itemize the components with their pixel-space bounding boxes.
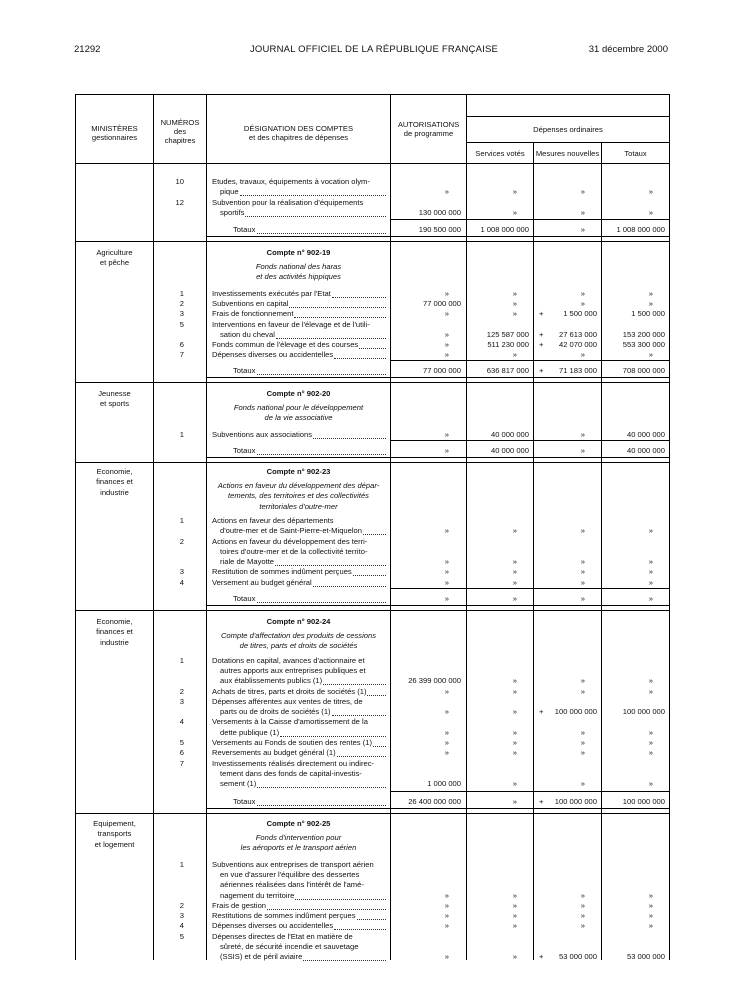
amount-ap: 1 000 000 [427, 779, 461, 789]
section-rule [75, 813, 669, 814]
amount-tot: 40 000 000 [626, 429, 665, 439]
chapter-number: 2 [179, 298, 184, 308]
nil-mark: » [648, 594, 653, 603]
plus-sign: + [539, 707, 544, 717]
compte-intitule: Actions en faveur du développement des dépar- tements, des territoires et des collectivités territoriales d'outre-mer [217, 481, 380, 511]
chapter-number: 5 [179, 931, 184, 941]
nil-mark: » [648, 900, 653, 910]
nil-mark: » [444, 557, 449, 567]
total-tot: 708 000 000 [622, 366, 665, 375]
account-label: toires d'outre-mer et de la collectivité territo- [220, 546, 368, 556]
amount-tot: 153 200 000 [622, 329, 665, 339]
nil-mark: » [648, 738, 653, 747]
leader-dots [367, 695, 386, 696]
nil-mark: » [580, 429, 585, 439]
nil-mark: » [512, 577, 517, 587]
account-label: Frais de fonctionnement [212, 309, 294, 319]
totaux-label: Totaux [233, 366, 256, 375]
total-sv: 1 008 000 000 [480, 225, 529, 234]
nil-mark: » [444, 567, 449, 577]
nil-mark: » [648, 567, 653, 577]
nil-mark: » [580, 350, 585, 360]
leader-dots [245, 216, 386, 217]
account-label: aériennes réalisées dans l'intérêt de l'amé- [220, 880, 364, 890]
chapter-number: 5 [179, 319, 184, 329]
leader-dots [280, 736, 386, 737]
nil-mark: » [512, 921, 517, 931]
nil-mark: » [444, 727, 449, 737]
chapter-number: 2 [179, 686, 184, 696]
column-header-designation: DÉSIGNATION DES COMPTES et des chapitres de dépenses [243, 124, 354, 142]
nil-mark: » [444, 921, 449, 931]
nil-mark: » [580, 594, 585, 603]
nil-mark: » [648, 921, 653, 931]
nil-mark: » [444, 748, 449, 758]
chapter-number: 7 [179, 350, 184, 360]
nil-mark: » [648, 187, 653, 197]
compte-number: Compte n° 902-23 [266, 467, 331, 476]
amount-ap: 77 000 000 [422, 298, 461, 308]
amount-mn: 100 000 000 [554, 707, 597, 717]
account-label: Dépenses diverses ou accidentelles [212, 921, 334, 931]
ministere-gestionnaire: Agriculture et pêche [96, 248, 133, 268]
chapter-number: 4 [179, 717, 184, 727]
nil-mark: » [648, 748, 653, 758]
nil-mark: » [648, 557, 653, 567]
nil-mark: » [444, 577, 449, 587]
column-header-autorisations: AUTORISATIONS de programme [397, 120, 460, 138]
journal-title: JOURNAL OFFICIEL DE LA RÉPUBLIQUE FRANÇAISE [249, 44, 499, 55]
account-label: Investissements exécutés par l'Etat [212, 288, 331, 298]
nil-mark: » [580, 921, 585, 931]
column-divider [601, 142, 602, 960]
nil-mark: » [580, 526, 585, 536]
account-label: Reversements au budget général (1) [212, 748, 336, 758]
column-divider [153, 94, 154, 960]
column-divider [533, 142, 534, 960]
nil-mark: » [444, 707, 449, 717]
account-label: autres apports aux entreprises publiques et [220, 665, 366, 675]
ministere-gestionnaire: Equipement, transports et logement [93, 819, 136, 849]
leader-dots [257, 805, 386, 806]
chapter-number: 2 [179, 900, 184, 910]
page-number: 21292 [74, 44, 101, 55]
section-rule [75, 610, 669, 611]
totaux-label: Totaux [233, 594, 256, 603]
column-divider [206, 94, 207, 960]
nil-mark: » [444, 446, 449, 455]
leader-dots [295, 899, 386, 900]
total-ap: 190 500 000 [418, 225, 461, 234]
compte-intitule: Fonds d'intervention pour les aéroports et le transport aérien [240, 833, 357, 853]
nil-mark: » [444, 738, 449, 747]
header-bottom-rule [75, 163, 669, 164]
account-label: Subventions aux entreprises de transport aérien [212, 859, 374, 869]
totals-rule-top [391, 588, 669, 589]
chapter-number: 1 [179, 859, 184, 869]
nil-mark: » [512, 594, 517, 603]
compte-number: Compte n° 902-24 [266, 617, 331, 626]
leader-dots [323, 684, 386, 685]
leader-dots [267, 909, 386, 910]
chapter-number: 6 [179, 340, 184, 350]
total-tot: 1 008 000 000 [616, 225, 665, 234]
nil-mark: » [648, 526, 653, 536]
section-rule [75, 241, 669, 242]
totals-rule-bottom [206, 457, 391, 458]
leader-dots [294, 317, 386, 318]
nil-mark: » [648, 577, 653, 587]
nil-mark: » [580, 900, 585, 910]
account-label: d'outre-mer et de Saint-Pierre-et-Miquelon [220, 526, 362, 536]
account-label: Dépenses directes de l'Etat en matière de [212, 931, 353, 941]
nil-mark: » [444, 686, 449, 696]
amount-tot: 1 500 000 [631, 309, 665, 319]
nil-mark: » [444, 340, 449, 350]
leader-dots [373, 746, 386, 747]
chapter-number: 3 [179, 696, 184, 706]
account-label: Fonds commun de l'élevage et des courses [212, 340, 359, 350]
nil-mark: » [648, 676, 653, 686]
chapter-number: 3 [179, 911, 184, 921]
amount-sv: 125 587 000 [486, 329, 529, 339]
column-header-ministeres: MINISTÈRES gestionnaires [91, 124, 138, 142]
account-label: Interventions en faveur de l'élevage et de l'utili- [212, 319, 370, 329]
leader-dots [303, 960, 386, 961]
nil-mark: » [512, 900, 517, 910]
nil-mark: » [580, 748, 585, 758]
plus-sign: + [539, 952, 544, 962]
account-label: Versements à la Caisse d'amortissement de la [212, 717, 368, 727]
nil-mark: » [580, 738, 585, 747]
nil-mark: » [580, 225, 585, 234]
leader-dots [337, 756, 386, 757]
nil-mark: » [512, 676, 517, 686]
total-ap: 77 000 000 [422, 366, 461, 375]
nil-mark: » [444, 187, 449, 197]
totals-rule-top [391, 360, 669, 361]
leader-dots [334, 929, 386, 930]
chapter-number: 1 [179, 515, 184, 525]
totals-rule-bottom [391, 605, 669, 606]
nil-mark: » [444, 890, 449, 900]
account-label: Dotations en capital, avances d'actionnaire et [212, 655, 365, 665]
nil-mark: » [444, 429, 449, 439]
totaux-label: Totaux [233, 225, 256, 234]
amount-mn: 42 070 000 [558, 340, 597, 350]
nil-mark: » [648, 350, 653, 360]
plus-sign: + [539, 797, 544, 806]
nil-mark: » [580, 208, 585, 218]
total-ap: 26 400 000 000 [408, 797, 461, 806]
nil-mark: » [580, 577, 585, 587]
leader-dots [275, 565, 386, 566]
totals-rule-top [391, 219, 669, 220]
nil-mark: » [648, 911, 653, 921]
nil-mark: » [580, 779, 585, 789]
leader-dots [257, 454, 386, 455]
account-label: Etudes, travaux, équipements à vocation olym- [212, 177, 370, 186]
nil-mark: » [580, 288, 585, 298]
total-tot: 40 000 000 [626, 446, 665, 455]
plus-sign: + [539, 340, 544, 350]
nil-mark: » [648, 288, 653, 298]
total-mn: 100 000 000 [554, 797, 597, 806]
nil-mark: » [512, 748, 517, 758]
account-label: sportifs [220, 208, 245, 218]
amount-sv: 511 230 000 [487, 340, 529, 350]
chapter-number: 1 [179, 655, 184, 665]
nil-mark: » [580, 446, 585, 455]
totals-rule-top [391, 440, 669, 441]
section-rule [75, 462, 669, 463]
account-label: nagement du territoire [220, 890, 295, 900]
chapter-number: 10 [175, 177, 184, 186]
account-label: Subventions en capital [212, 298, 289, 308]
leader-dots [313, 438, 386, 439]
nil-mark: » [580, 557, 585, 567]
amount-tot: 553 300 000 [622, 340, 665, 350]
nil-mark: » [512, 952, 517, 962]
nil-mark: » [512, 911, 517, 921]
nil-mark: » [648, 298, 653, 308]
total-sv: 40 000 000 [490, 446, 529, 455]
ministere-gestionnaire: Economie, finances et industrie [96, 467, 133, 497]
account-label: aux établissements publics (1) [220, 676, 323, 686]
chapter-number: 5 [179, 738, 184, 747]
account-label: Subvention pour la réalisation d'équipements [212, 198, 364, 207]
account-label: tement dans des fonds de capital-investis- [220, 768, 362, 778]
leader-dots [257, 233, 386, 234]
totaux-label: Totaux [233, 446, 256, 455]
chapter-number: 7 [179, 758, 184, 768]
nil-mark: » [512, 298, 517, 308]
totals-rule-bottom [206, 377, 391, 378]
column-header-mesures-nouvelles: Mesures nouvelles [535, 149, 600, 158]
nil-mark: » [512, 738, 517, 747]
leader-dots [359, 348, 386, 349]
nil-mark: » [648, 890, 653, 900]
totals-rule-bottom [206, 236, 391, 237]
nil-mark: » [444, 900, 449, 910]
account-label: Dépenses afférentes aux ventes de titres, de [212, 696, 363, 706]
compte-number: Compte n° 902-20 [266, 389, 331, 398]
nil-mark: » [580, 187, 585, 197]
nil-mark: » [648, 727, 653, 737]
chapter-number: 4 [179, 921, 184, 931]
totals-rule-bottom [391, 377, 669, 378]
amount-tot: 53 000 000 [626, 952, 665, 962]
chapter-number: 12 [175, 198, 184, 207]
account-label: Restitutions de sommes indûment perçues [212, 911, 356, 921]
section-rule [75, 382, 669, 383]
plus-sign: + [539, 329, 544, 339]
nil-mark: » [444, 594, 449, 603]
nil-mark: » [512, 187, 517, 197]
nil-mark: » [512, 567, 517, 577]
nil-mark: » [580, 686, 585, 696]
account-label: Achats de titres, parts et droits de sociétés (1) [212, 686, 367, 696]
amount-tot: 100 000 000 [622, 707, 665, 717]
chapter-number: 3 [179, 309, 184, 319]
nil-mark: » [512, 727, 517, 737]
account-label: Restitution de sommes indûment perçues [212, 567, 352, 577]
plus-sign: + [539, 309, 544, 319]
nil-mark: » [512, 208, 517, 218]
nil-mark: » [512, 686, 517, 696]
nil-mark: » [580, 727, 585, 737]
nil-mark: » [512, 526, 517, 536]
nil-mark: » [512, 557, 517, 567]
account-label: parts ou de droits de sociétés (1) [220, 707, 331, 717]
chapter-number: 1 [179, 288, 184, 298]
account-label: Actions en faveur du développement des terri- [212, 536, 368, 546]
totals-rule-bottom [206, 808, 391, 809]
chapter-number: 4 [179, 577, 184, 587]
totals-rule-bottom [391, 457, 669, 458]
account-label: sation du cheval [220, 329, 275, 339]
column-header-numeros: NUMÉROS des chapitres [160, 118, 200, 145]
ministere-gestionnaire: Economie, finances et industrie [96, 617, 133, 647]
amount-mn: 53 000 000 [558, 952, 597, 962]
account-label: Versements au Fonds de soutien des rentes (1) [212, 738, 372, 747]
amount-ap: 26 399 000 000 [408, 676, 461, 686]
account-label: Frais de gestion [212, 900, 267, 910]
chapter-number: 1 [179, 429, 184, 439]
nil-mark: » [580, 890, 585, 900]
account-label: sement (1) [220, 779, 257, 789]
compte-number: Compte n° 902-19 [266, 248, 331, 257]
totals-rule-bottom [391, 808, 669, 809]
amount-mn: 1 500 000 [563, 309, 597, 319]
compte-intitule: Fonds national des haras et des activités hippiques [255, 262, 342, 282]
total-tot: 100 000 000 [622, 797, 665, 806]
column-header-services-votes: Services votés [475, 149, 525, 158]
column-header-totaux: Totaux [624, 149, 647, 158]
totaux-label: Totaux [233, 797, 256, 806]
nil-mark: » [580, 911, 585, 921]
compte-number: Compte n° 902-25 [266, 819, 331, 828]
amount-mn: 27 613 000 [558, 329, 597, 339]
account-label: (SSIS) et de péril aviaire [220, 952, 303, 962]
chapter-number: 2 [179, 536, 184, 546]
account-label: Dépenses diverses ou accidentelles [212, 350, 334, 360]
account-label: dette publique (1) [220, 727, 280, 737]
ministere-gestionnaire: Jeunesse et sports [98, 389, 131, 409]
nil-mark: » [648, 779, 653, 789]
leader-dots [276, 338, 386, 339]
publication-date: 31 décembre 2000 [588, 44, 668, 55]
account-label: Versement au budget général [212, 577, 312, 587]
plus-sign: + [539, 366, 544, 375]
nil-mark: » [512, 350, 517, 360]
leader-dots [257, 374, 386, 375]
nil-mark: » [512, 797, 517, 806]
nil-mark: » [580, 567, 585, 577]
column-header-depenses-ordinaires: Dépenses ordinaires [533, 125, 603, 134]
account-label: Investissements réalisés directement ou indirec- [212, 758, 375, 768]
chapter-number: 6 [179, 748, 184, 758]
header-rule [466, 116, 669, 117]
nil-mark: » [444, 952, 449, 962]
account-label: sûreté, de sécurité incendie et sauvetage [220, 942, 359, 951]
nil-mark: » [648, 686, 653, 696]
nil-mark: » [512, 288, 517, 298]
nil-mark: » [444, 309, 449, 319]
nil-mark: » [512, 309, 517, 319]
leader-dots [357, 919, 386, 920]
leader-dots [363, 534, 386, 535]
leader-dots [334, 358, 386, 359]
nil-mark: » [444, 329, 449, 339]
total-mn: 71 183 000 [558, 366, 597, 375]
nil-mark: » [648, 208, 653, 218]
leader-dots [313, 586, 386, 587]
chapter-number: 3 [179, 567, 184, 577]
nil-mark: » [444, 911, 449, 921]
nil-mark: » [512, 890, 517, 900]
header-rule [466, 142, 669, 143]
amount-ap: 130 000 000 [418, 208, 461, 218]
account-label: riale de Mayotte [220, 557, 275, 567]
nil-mark: » [444, 288, 449, 298]
nil-mark: » [444, 526, 449, 536]
leader-dots [257, 602, 386, 603]
leader-dots [240, 195, 386, 196]
leader-dots [257, 787, 386, 788]
nil-mark: » [580, 298, 585, 308]
totals-rule-top [391, 791, 669, 792]
compte-intitule: Compte d'affectation des produits de cessions de titres, parts et droits de sociétés [220, 631, 377, 651]
nil-mark: » [580, 676, 585, 686]
nil-mark: » [512, 779, 517, 789]
account-label: Subventions aux associations [212, 429, 313, 439]
account-label: en vue d'assurer l'équilibre des dessertes [220, 869, 360, 879]
account-label: Actions en faveur des départements [212, 515, 334, 525]
leader-dots [353, 575, 386, 576]
nil-mark: » [444, 350, 449, 360]
totals-rule-bottom [391, 236, 669, 237]
nil-mark: » [512, 707, 517, 717]
table-border-right [669, 94, 670, 960]
amount-sv: 40 000 000 [490, 429, 529, 439]
account-label: pique [220, 187, 239, 197]
totals-rule-bottom [206, 605, 391, 606]
compte-intitule: Fonds national pour le développement de la vie associative [233, 403, 364, 423]
leader-dots [289, 307, 386, 308]
total-sv: 636 817 000 [486, 366, 529, 375]
leader-dots [332, 297, 386, 298]
leader-dots [332, 715, 386, 716]
